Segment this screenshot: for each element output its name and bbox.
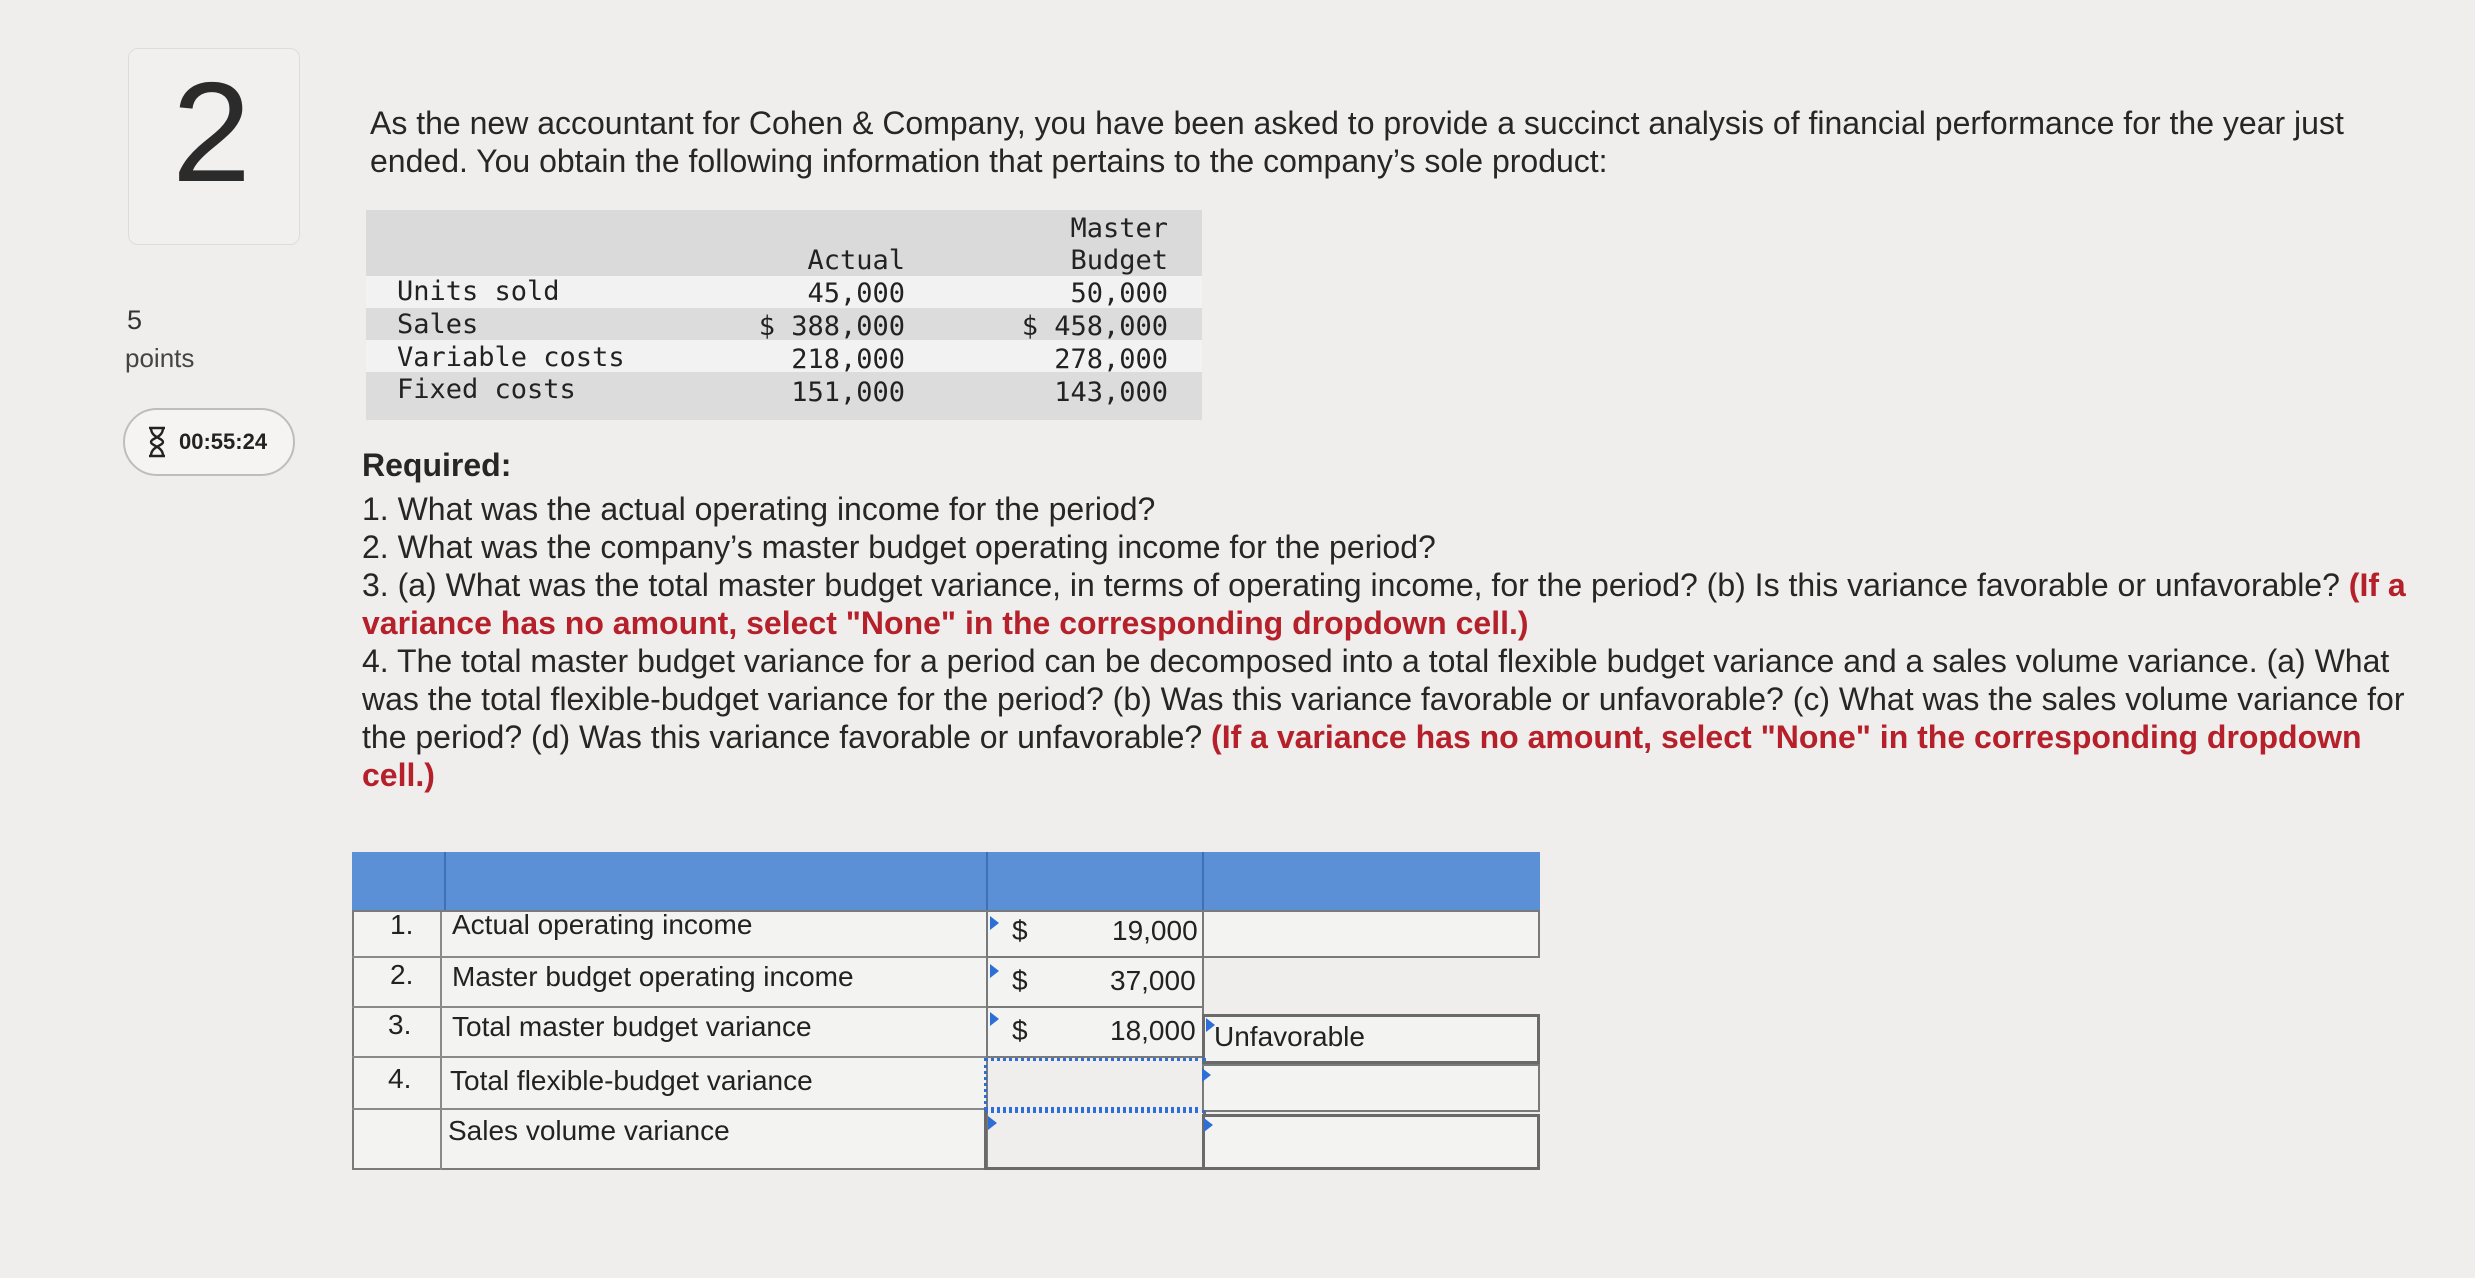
row-actual-variable: 218,000 [791,344,905,375]
header-divider [1202,852,1204,912]
row-1-currency: $ [1012,915,1028,946]
row-divider [352,1108,988,1110]
question-number: 2 [172,53,251,212]
row-actual-sales: $ 388,000 [758,311,905,342]
question-2: 2. What was the company’s master budget operating income for the period? [362,529,1436,565]
row-3-result[interactable]: Unfavorable [1214,1021,1365,1052]
header-divider [444,852,446,912]
header-actual: Actual [807,245,905,276]
row-3-currency: $ [1012,1015,1028,1046]
product-data-table [366,210,1202,420]
row-master-fixed: 143,000 [1054,377,1168,408]
dropdown-marker-icon [1204,1118,1213,1132]
row-3-amount[interactable]: 18,000 [1110,1015,1196,1046]
row-3-num: 3. [388,1009,412,1040]
row-master-units: 50,000 [1070,278,1168,309]
row-4-result-dropdown[interactable] [1202,1064,1540,1112]
question-4 [362,642,2432,794]
header-master-line2: Budget [1070,245,1168,276]
row-2-currency: $ [1012,965,1028,996]
row-label-fixed: Fixed costs [397,374,576,405]
row-master-variable: 278,000 [1054,344,1168,375]
row-label-units: Units sold [397,276,560,307]
row-1-label: Actual operating income [452,909,753,940]
dropdown-marker-icon [990,916,999,930]
question-3-note: (If a variance has no amount, select "None" in the corresponding dropdown cell.) [362,567,2406,641]
row-divider [352,1006,988,1008]
row-3-label: Total master budget variance [452,1011,812,1042]
question-4-text: 4. The total master budget variance for a period can be decomposed into a total flexible budget variance and a sales volume variance. (a) What was the total flexible-budget variance for the period? (b) Was this variance favorable or unfavorable? (c) What was the sales volume variance for the period? (d) Was this variance favorable or unfavorable? [362,643,2405,755]
row-4-amount-input[interactable] [984,1058,1206,1110]
points-value: 5 [127,305,143,335]
dropdown-marker-icon [990,964,999,978]
row-1-result-cell[interactable] [1202,910,1540,958]
question-1: 1. What was the actual operating income for the period? [362,491,1156,527]
row-1-num: 1. [390,909,414,940]
row-master-sales: $ 458,000 [1021,311,1168,342]
dropdown-marker-icon [988,1116,997,1130]
header-divider [986,852,988,912]
timer-badge[interactable] [123,408,295,476]
header-master-line1: Master [1070,213,1168,244]
dropdown-marker-icon [990,1012,999,1026]
row-2-amount[interactable]: 37,000 [1110,965,1196,996]
required-heading: Required: [362,447,512,483]
row-divider [352,1056,988,1058]
required-section [362,446,2432,794]
intro-text: As the new accountant for Cohen & Company, you have been asked to provide a succinct analysis of financial performance for the year just ended. You obtain the following information that pertains to the company’s sole product: [370,105,2344,179]
row-divider [352,956,988,958]
row-label-variable: Variable costs [397,342,625,373]
hourglass-icon [147,426,167,458]
row-actual-units: 45,000 [807,278,905,309]
answer-table [352,852,1540,1170]
row-1-amount[interactable]: 19,000 [1112,915,1198,946]
row-label-sales: Sales [397,309,479,340]
row-5-label: Sales volume variance [448,1115,730,1146]
row-4-num: 4. [388,1063,412,1094]
row-4-label: Total flexible-budget variance [450,1065,813,1096]
question-3 [362,566,2432,642]
answer-table-header [352,852,1540,912]
row-5-amount-input[interactable] [984,1110,1206,1170]
timer-text: 00:55:24 [179,429,268,454]
row-5-result-dropdown[interactable] [1202,1114,1540,1170]
points-label: points [125,343,195,373]
dropdown-marker-icon [1202,1068,1211,1082]
row-2-label: Master budget operating income [452,961,854,992]
row-2-num: 2. [390,959,414,990]
row-actual-fixed: 151,000 [791,377,905,408]
col-divider [440,912,442,1170]
question-3-text: 3. (a) What was the total master budget variance, in terms of operating income, for the period? (b) Is this variance favorable or unfavorable? [362,567,2340,603]
question-4-note: (If a variance has no amount, select "None" in the corresponding dropdown cell.) [362,719,2362,793]
